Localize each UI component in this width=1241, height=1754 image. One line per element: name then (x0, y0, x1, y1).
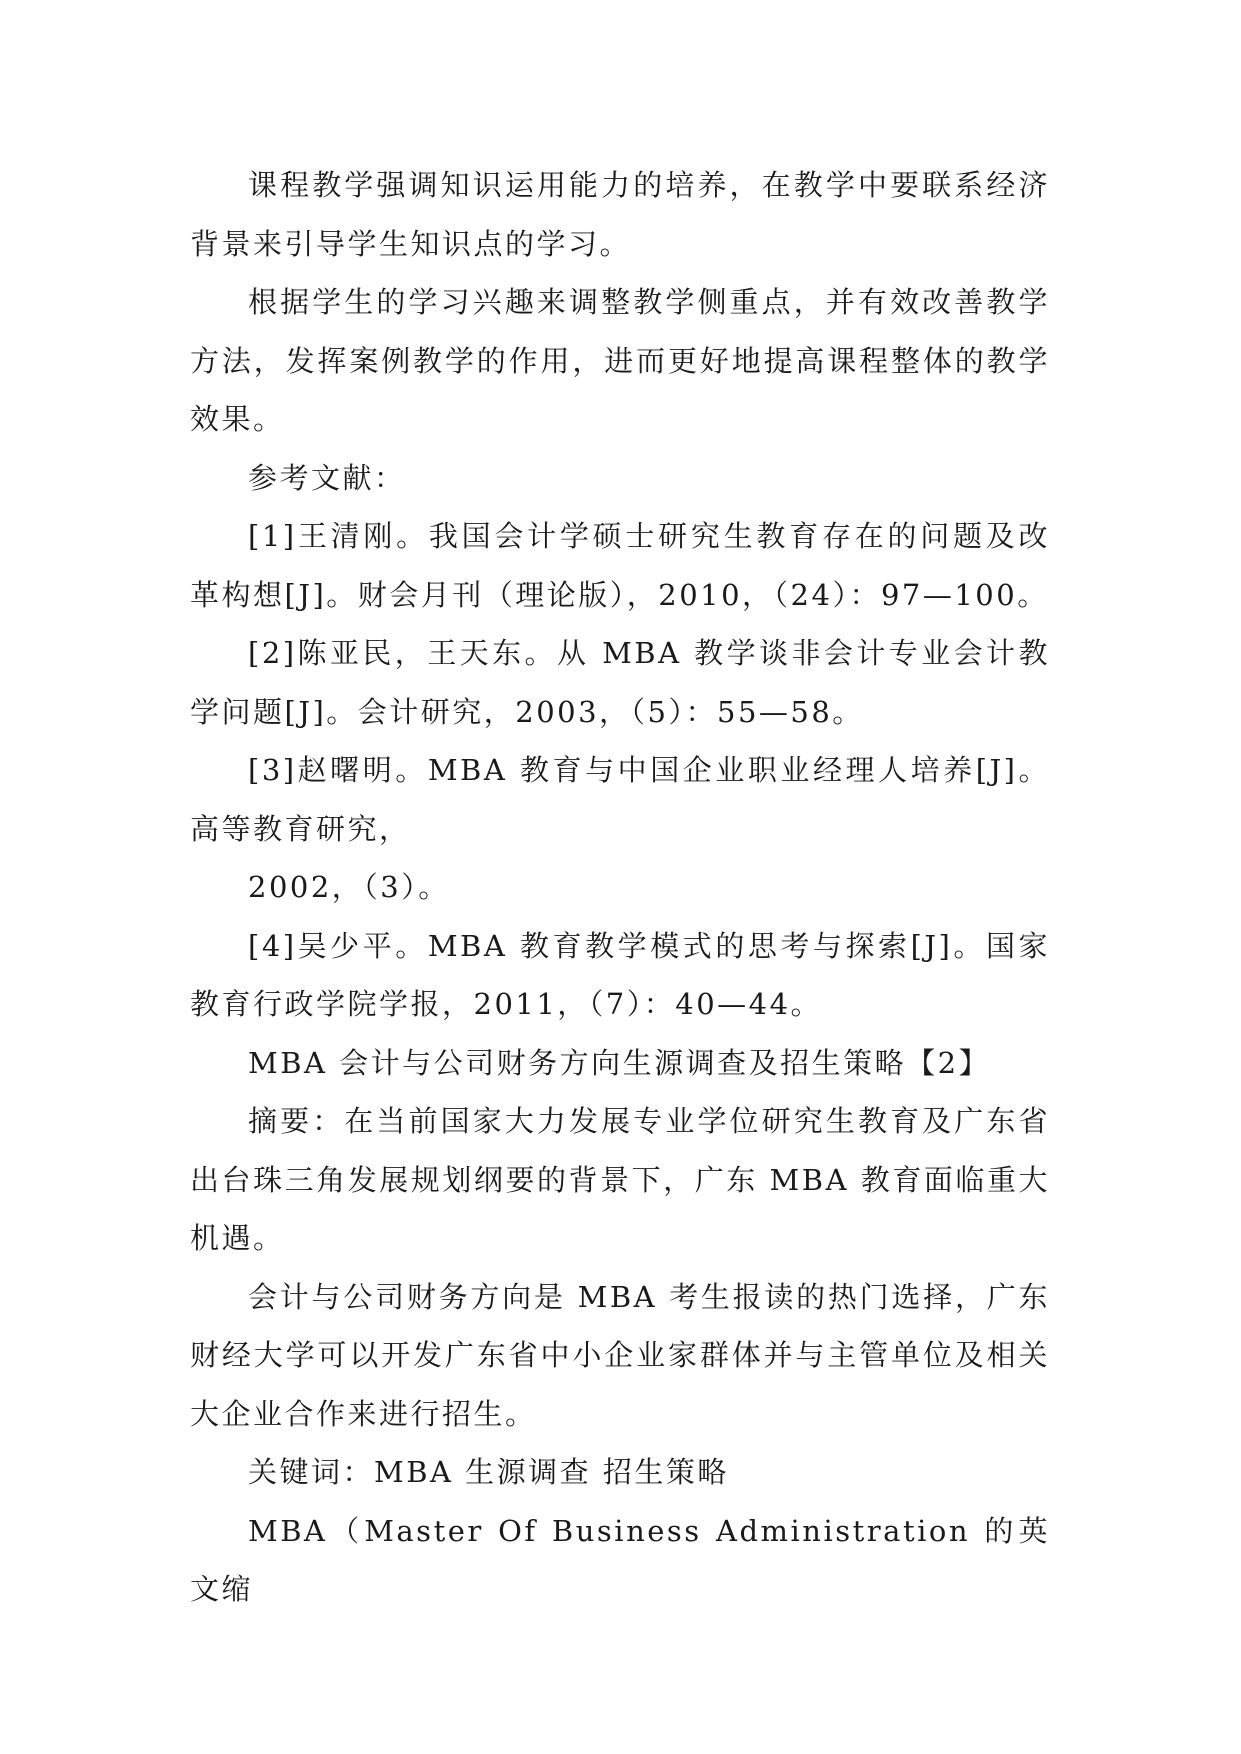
references-heading: 参考文献： (248, 460, 406, 495)
paragraph-accounting-finance: 会计与公司财务方向是 MBA 考生报读的热门选择，广东财经大学可以开发广东省中小企业家群体并与主管单位及相关大企业合作来进行招生。 (190, 1279, 1050, 1431)
paragraph-teaching-focus: 根据学生的学习兴趣来调整教学侧重点，并有效改善教学方法，发挥案例教学的作用，进而更好地提高课程整体的教学效果。 (190, 285, 1050, 436)
reference-2: [2]陈亚民，王天东。从 MBA 教学谈非会计专业会计教学问题[J]。会计研究，2003，（5）：55—58。 (190, 636, 1050, 729)
abstract: 摘要：在当前国家大力发展专业学位研究生教育及广东省出台珠三角发展规划纲要的背景下，广东 MBA 教育面临重大机遇。 (190, 1104, 1050, 1255)
reference-1: [1]王清刚。我国会计学硕士研究生教育存在的问题及改革构想[J]。财会月刊（理论版），2010，（24）：97—100。 (190, 519, 1050, 612)
paragraph-mba-definition: MBA（Master Of Business Administration 的英文缩 (190, 1513, 1050, 1606)
document-body (190, 156, 1050, 1619)
reference-4: [4]吴少平。MBA 教育教学模式的思考与探索[J]。国家教育行政学院学报，2011，（7）：40—44。 (190, 928, 1050, 1021)
paragraph-course-teaching: 课程教学强调知识运用能力的培养，在教学中要联系经济背景来引导学生知识点的学习。 (190, 168, 1050, 261)
article-title: MBA 会计与公司财务方向生源调查及招生策略【2】 (248, 1045, 991, 1080)
reference-3-continued: 2002，（3）。 (248, 870, 450, 904)
reference-3: [3]赵曙明。MBA 教育与中国企业职业经理人培养[J]。高等教育研究， (190, 753, 1050, 846)
keywords: 关键词：MBA 生源调查 招生策略 (248, 1455, 729, 1489)
